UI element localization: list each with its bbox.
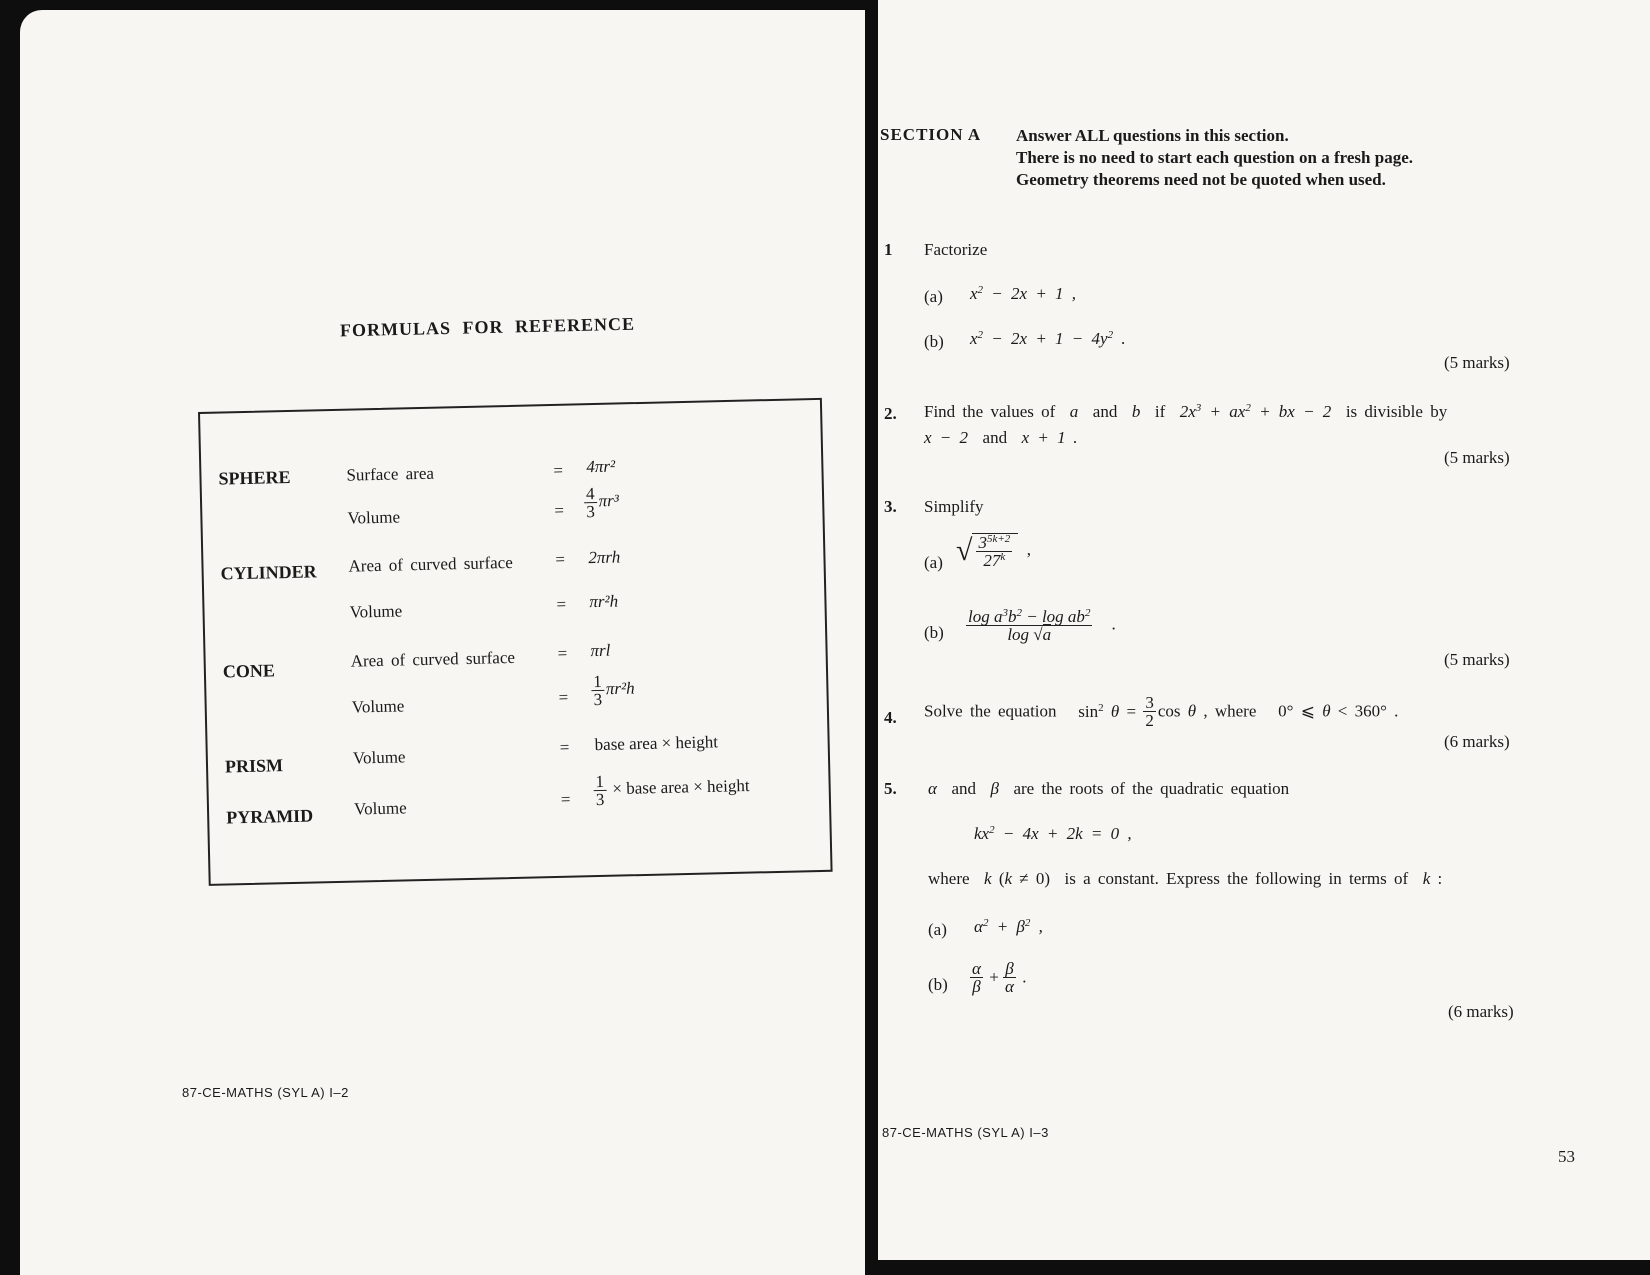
part-label: (a) [924, 287, 943, 306]
question-text: Find the values of a and b if $2x^3 + ax^2$ + bx − 2 is divisible by [924, 402, 1448, 421]
property-label: Area of curved surface [348, 552, 513, 576]
equals-sign: = [555, 549, 566, 569]
math-expression: $\alpha^2 + \beta^2$ , [974, 917, 1043, 936]
marks-label: (6 marks) [1448, 1002, 1514, 1021]
question-text: x − 2 and x + 1 . [924, 428, 1078, 447]
shape-label: CYLINDER [220, 561, 317, 584]
shape-label: CONE [222, 660, 276, 682]
section-instructions [1016, 125, 1413, 191]
equals-sign: = [557, 643, 568, 663]
question-text: Solve the equation $\sin^2 \theta$ = $\frac{3}{2}$ cos θ , where 0° ⩽ θ < 360° . [924, 693, 1399, 730]
formula-value: $\frac{4}{3}$ πr³ [585, 484, 620, 522]
marks-label: (5 marks) [1444, 353, 1510, 372]
equals-sign: = [554, 500, 565, 520]
formula-value: $\frac{1}{3}$ × base area × height [595, 771, 750, 810]
part-label: (b) [928, 975, 948, 994]
page-number: 53 [1558, 1147, 1575, 1166]
marks-label: (5 marks) [1444, 448, 1510, 467]
math-expression: $x^2 - 2x + 1 - 4y^2$ . [970, 329, 1126, 348]
equals-sign: = [558, 687, 569, 707]
property-label: Volume [349, 601, 403, 622]
part-label: (a) [928, 920, 947, 939]
shape-label: SPHERE [218, 466, 291, 489]
math-expression: $\frac{\alpha}{\beta}$ + $\frac{\beta}{\alpha}$ . [972, 959, 1027, 996]
question-number: 5. [884, 779, 897, 798]
question-text: where k (k ≠ 0) is a constant. Express the following in terms of k : [928, 869, 1443, 888]
marks-label: (6 marks) [1444, 732, 1510, 751]
equals-sign: = [553, 460, 564, 480]
question-text: α and β are the roots of the quadratic equation [928, 779, 1290, 798]
section-label: SECTION A [880, 125, 982, 144]
property-label: Volume [352, 747, 406, 768]
right-page [878, 0, 1650, 1260]
formula-value: πr²h [589, 591, 619, 612]
reference-title: FORMULAS FOR REFERENCE [339, 313, 636, 341]
question-number: 3. [884, 497, 897, 516]
question-number: 1 [884, 240, 893, 259]
property-label: Volume [353, 798, 407, 819]
property-label: Area of curved surface [350, 647, 516, 671]
formula-box [198, 398, 833, 886]
question-number: 2. [884, 404, 897, 423]
question-text: Factorize [924, 240, 988, 259]
formula-value: πrl [590, 640, 611, 661]
equals-sign: = [560, 789, 571, 809]
shape-label: PRISM [224, 755, 284, 777]
property-label: Surface area [346, 463, 435, 485]
page-footer-code: 87-CE-MATHS (SYL A) I–3 [882, 1125, 1049, 1140]
math-expression: $kx^2 - 4x + 2k = 0$ , [974, 824, 1132, 843]
shape-label: PYRAMID [225, 805, 314, 828]
instruction-line: Answer ALL questions in this section. [1016, 126, 1289, 145]
part-label: (b) [924, 332, 944, 351]
question-text: Simplify [924, 497, 984, 516]
instruction-line: Geometry theorems need not be quoted when used. [1016, 170, 1386, 189]
equals-sign: = [559, 737, 570, 757]
formula-value: $\frac{1}{3}$ πr²h [593, 671, 635, 710]
formula-value: 4πr² [586, 456, 616, 477]
marks-label: (5 marks) [1444, 650, 1510, 669]
property-label: Volume [351, 696, 405, 717]
page-footer-code: 87-CE-MATHS (SYL A) I–2 [182, 1085, 349, 1100]
math-expression: $\frac{\log a^3b^2 - \log ab^2}{\log √a}$ . [968, 607, 1116, 644]
formula-value: 2πrh [588, 547, 621, 568]
math-expression: $x^2 - 2x + 1$ , [970, 284, 1077, 303]
question-number: 4. [884, 708, 897, 727]
instruction-line: There is no need to start each question on a fresh page. [1016, 148, 1413, 167]
part-label: (b) [924, 623, 944, 642]
left-page [20, 10, 865, 1275]
equals-sign: = [556, 594, 567, 614]
property-label: Volume [347, 507, 401, 528]
part-label: (a) [924, 553, 943, 572]
math-expression: √ $\frac{3^{5k+2}}{27^k}$ , [956, 533, 1032, 570]
formula-value: base area × height [594, 732, 719, 755]
